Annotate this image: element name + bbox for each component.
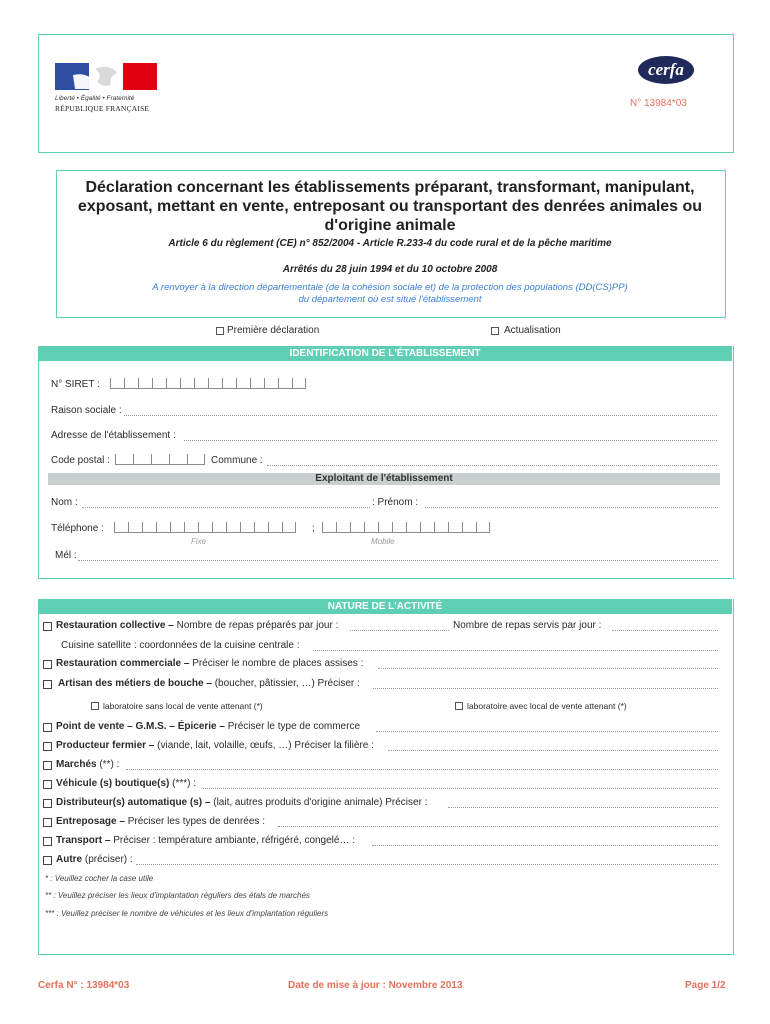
- restauration-commerciale-checkbox[interactable]: [43, 660, 52, 669]
- actualisation-checkbox[interactable]: [491, 327, 499, 335]
- autre-label: Autre (préciser) :: [56, 854, 133, 865]
- point-vente-label: Point de vente – G.M.S. – Épicerie – Préciser le type de commerce: [56, 721, 361, 732]
- activite-frame: [38, 599, 734, 955]
- form-title: [56, 178, 724, 235]
- note-vehicules: *** : Veuillez préciser le nombre de véhicules et les lieux d'implantation réguliers: [45, 909, 329, 918]
- activite-header: NATURE DE L'ACTIVITÉ: [38, 599, 732, 614]
- article-reference: Article 6 du règlement (CE) n° 852/2004 - Article R.233-4 du code rural et de la pêche maritime: [168, 238, 612, 249]
- footer-cerfa-number: Cerfa N° : 13984*03: [38, 980, 130, 991]
- distributeur-field[interactable]: [448, 807, 718, 808]
- mobile-caption: Mobile: [371, 537, 395, 546]
- labo-sans-label: laboratoire sans local de vente attenant (*): [103, 701, 263, 711]
- commune-field[interactable]: [267, 465, 717, 466]
- premiere-declaration-checkbox[interactable]: [216, 327, 224, 335]
- entreposage-label: Entreposage – Préciser les types de denrées :: [56, 816, 265, 827]
- entreposage-checkbox[interactable]: [43, 818, 52, 827]
- code-postal-input[interactable]: [115, 454, 205, 465]
- cerfa-logo: cerfa: [638, 56, 694, 84]
- telephone-mobile-input[interactable]: [322, 522, 490, 533]
- marianne-logo: [55, 63, 157, 115]
- marches-checkbox[interactable]: [43, 761, 52, 770]
- mel-field[interactable]: [78, 560, 718, 561]
- distributeur-label: Distributeur(s) automatique (s) – (lait, autres produits d'origine animale) Préciser :: [56, 797, 428, 808]
- title-line-3: d'origine animale: [324, 217, 456, 234]
- labo-avec-checkbox[interactable]: [455, 702, 463, 710]
- note-marches: ** : Veuillez préciser les lieux d'implantation réguliers des étals de marchés: [45, 891, 310, 900]
- title-line-2: exposant, mettant en vente, entreposant ou transportant des denrées animales ou: [77, 198, 703, 215]
- commune-label: Commune :: [211, 455, 263, 466]
- entreposage-field[interactable]: [278, 826, 718, 827]
- raison-sociale-label: Raison sociale :: [51, 405, 122, 416]
- arretes-reference: Arrêtés du 28 juin 1994 et du 10 octobre 2008: [282, 264, 498, 275]
- marches-field[interactable]: [126, 769, 718, 770]
- siret-input[interactable]: [110, 378, 306, 389]
- title-line-1: Déclaration concernant les établissements préparant, transformant, manipulant,: [85, 179, 695, 196]
- nom-label: Nom :: [51, 497, 78, 508]
- transport-field[interactable]: [372, 845, 718, 846]
- form-number: N° 13984*03: [630, 98, 687, 109]
- telephone-fixe-input[interactable]: [114, 522, 296, 533]
- nom-field[interactable]: [82, 507, 370, 508]
- renvoi-text: [56, 282, 724, 306]
- vehicule-label: Véhicule (s) boutique(s) (***) :: [56, 778, 197, 789]
- raison-sociale-field[interactable]: [124, 415, 717, 416]
- footer-page: Page 1/2: [685, 980, 726, 991]
- point-vente-checkbox[interactable]: [43, 723, 52, 732]
- prenom-field[interactable]: [425, 507, 718, 508]
- telephone-separator: ;: [312, 523, 315, 534]
- autre-field[interactable]: [136, 864, 718, 865]
- siret-label: N° SIRET :: [51, 379, 100, 390]
- cuisine-satellite-label: Cuisine satellite : coordonnées de la cuisine centrale :: [61, 640, 300, 651]
- repas-prepares-field[interactable]: [350, 630, 449, 631]
- places-assises-field[interactable]: [378, 668, 718, 669]
- french-flag-icon: [55, 63, 157, 90]
- repas-servis-field[interactable]: [612, 630, 718, 631]
- actualisation-label: Actualisation: [504, 325, 561, 336]
- restauration-collective-label: Restauration collective – Nombre de repas préparés par jour :: [56, 620, 339, 631]
- producteur-checkbox[interactable]: [43, 742, 52, 751]
- marches-label: Marchés (**) :: [56, 759, 120, 770]
- prenom-label: : Prénom :: [372, 497, 419, 508]
- republique-label: RÉPUBLIQUE FRANÇAISE: [55, 104, 150, 113]
- autre-checkbox[interactable]: [43, 856, 52, 865]
- cuisine-satellite-field[interactable]: [313, 650, 718, 651]
- transport-label: Transport – Préciser : température ambiante, réfrigéré, congelé… :: [56, 835, 356, 846]
- restauration-collective-checkbox[interactable]: [43, 622, 52, 631]
- identification-header: IDENTIFICATION DE L'ÉTABLISSEMENT: [38, 346, 732, 361]
- note-cocher: * : Veuillez cocher la case utile: [45, 874, 154, 883]
- distributeur-checkbox[interactable]: [43, 799, 52, 808]
- point-vente-field[interactable]: [376, 731, 718, 732]
- premiere-declaration-label: Première déclaration: [227, 325, 320, 336]
- telephone-label: Téléphone :: [51, 523, 104, 534]
- producteur-field[interactable]: [388, 750, 718, 751]
- labo-sans-checkbox[interactable]: [91, 702, 99, 710]
- labo-avec-label: laboratoire avec local de vente attenant (*): [467, 701, 627, 711]
- adresse-field[interactable]: [184, 440, 717, 441]
- mel-label: Mél :: [55, 550, 77, 561]
- vehicule-checkbox[interactable]: [43, 780, 52, 789]
- artisan-label: Artisan des métiers de bouche – (boucher, pâtissier, …) Préciser :: [58, 678, 360, 689]
- repas-servis-label: Nombre de repas servis par jour :: [453, 620, 602, 631]
- producteur-label: Producteur fermier – (viande, lait, volaille, œufs, …) Préciser la filière :: [56, 740, 374, 751]
- artisan-field[interactable]: [373, 688, 718, 689]
- renvoi-line-2: du département où est situé l'établissement: [298, 294, 482, 305]
- restauration-commerciale-label: Restauration commerciale – Préciser le nombre de places assises :: [56, 658, 364, 669]
- code-postal-label: Code postal :: [51, 455, 110, 466]
- marianne-motto: Liberté • Égalité • Fraternité: [55, 95, 135, 102]
- exploitant-header: Exploitant de l'établissement: [48, 473, 720, 485]
- transport-checkbox[interactable]: [43, 837, 52, 846]
- vehicule-field[interactable]: [203, 788, 718, 789]
- footer-date: Date de mise à jour : Novembre 2013: [288, 980, 463, 991]
- artisan-checkbox[interactable]: [43, 680, 52, 689]
- adresse-label: Adresse de l'établissement :: [51, 430, 176, 441]
- renvoi-line-1: A renvoyer à la direction départementale (de la cohésion sociale et) de la protection des populations (DD(CS)PP): [152, 282, 628, 293]
- fixe-caption: Fixe: [191, 537, 207, 546]
